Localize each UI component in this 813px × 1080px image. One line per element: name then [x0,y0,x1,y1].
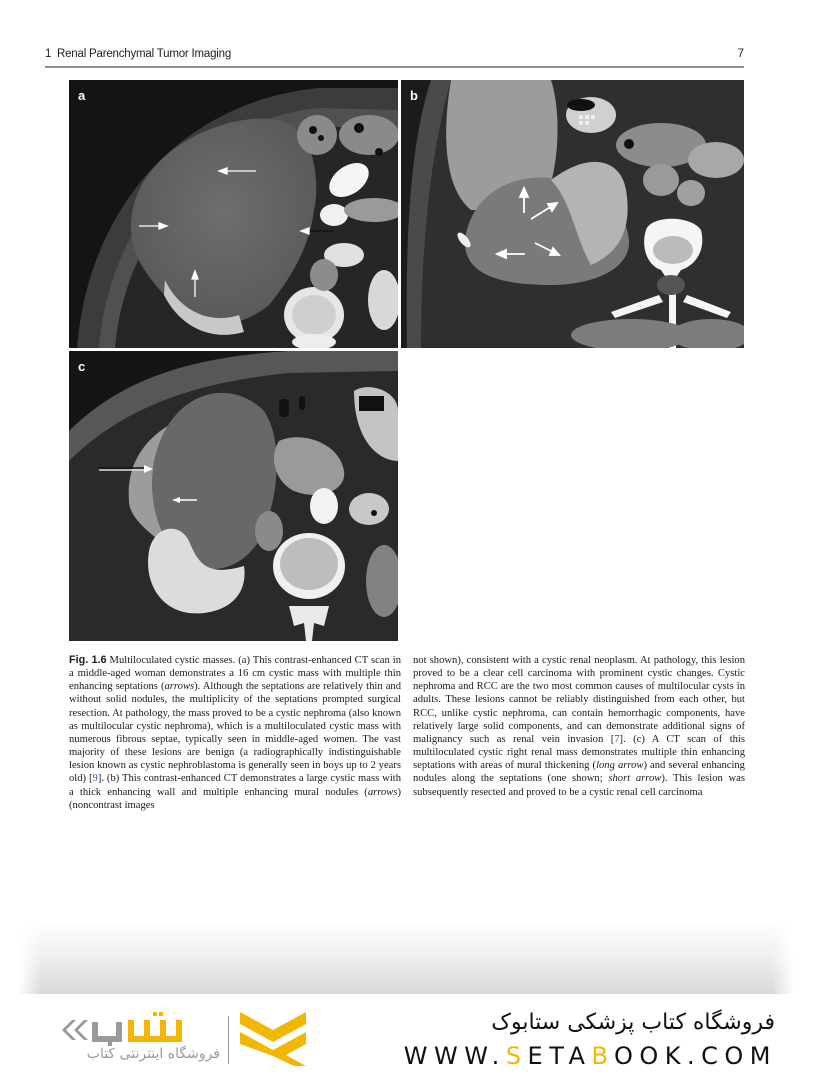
ct-image-b [401,80,744,348]
url-accent: B [591,1042,614,1070]
caption-text: ]. (c) A CT scan of this multiloculated cystic right renal mass demonstrates multiple thin enhancing septations with areas of mural thickening ( [413,733,745,772]
citation-link-9[interactable]: 9 [92,773,98,785]
store-name: فروشگاه کتاب پزشکی ستابوک [491,1010,775,1035]
figure-panel-c [69,351,398,641]
running-head [45,46,744,64]
figure-caption-left-column [69,654,401,812]
panel-label-a: a [78,88,86,103]
url-part: OOK.COM [613,1042,777,1070]
caption-text: ]. (b) This contrast-enhanced CT demonstrates a large cystic mass with a thick enhancing wall and multiple enhancing mural nodules ( [69,773,401,798]
store-url[interactable] [404,1042,777,1070]
ct-image-a [69,80,398,348]
citation-link-7[interactable]: 7 [614,733,620,745]
page-bottom-fade [19,920,794,994]
caption-text: ). This lesion was subsequently resected and proved to be a cystic renal cell carcinoma [413,773,746,798]
chapter-title: Renal Parenchymal Tumor Imaging [57,48,232,60]
caption-text: ). Although the septations are relatively thin and without solid nodules, the multiplicity of the septations prompted surgical resection. At pathology, the mass proved to be a cystic nephroma (also known as multilocular cystic nephroma), which is a multiloculated cystic mass with numerous fibrous septae, typically seen in middle-aged women. The vast majority of these lesions are benign (a radiographically indistinguishable lesion known as cystic nephroblastoma is generally seen in boys up to 2 years old) [ [69,681,401,785]
panel-label-b: b [410,88,418,103]
chapter-number: 1 [45,48,52,60]
caption-text: ) (noncontrast images [69,786,401,811]
panel-label-c: c [78,359,86,374]
header-rule [45,66,744,68]
caption-text: Multiloculated cystic masses. (a) This contrast-enhanced CT scan in a middle-aged woman demonstrates a 16 cm cystic mass with multiple thin enhancing septations ( [69,655,402,693]
caption-emphasis: long arrow [596,760,644,772]
logo-subtitle: فروشگاه اینترنتی کتاب [86,1046,220,1062]
figure-caption-right-column [413,654,745,799]
setabook-chevron-logo-icon [238,1008,308,1070]
url-accent: S [505,1042,528,1070]
logo-divider [228,1016,229,1064]
url-part: WWW. [403,1042,506,1070]
page-number: 7 [737,48,744,60]
setabook-logo-wordmark [58,1012,218,1048]
url-part: ETA [527,1042,592,1070]
figure-label: Fig. 1.6 [69,654,107,666]
caption-emphasis: arrows [367,786,398,798]
caption-text: not shown), consistent with a cystic renal neoplasm. At pathology, this lesion proved to be a clear cell carcinoma with prominent cystic changes. Cystic nephroma and RCC are the two most common causes of multilocular cysts in adults. These lesions cannot be reliably distinguished from each other, but RCC, unlike cystic nephroma, can contain hemorrhagic components, have relatively large solid components, and can demonstrate additional signs of malignancy such as renal vein invasion [ [413,655,745,745]
figure-panel-b [401,80,744,348]
ct-image-c [69,351,398,641]
caption-text: ) and several enhancing nodules along the septations (one shown; [413,760,745,785]
figure-panel-a [69,80,398,348]
setabook-watermark [0,994,813,1080]
caption-emphasis: short arrow [608,773,662,785]
caption-emphasis: arrows [164,681,195,693]
